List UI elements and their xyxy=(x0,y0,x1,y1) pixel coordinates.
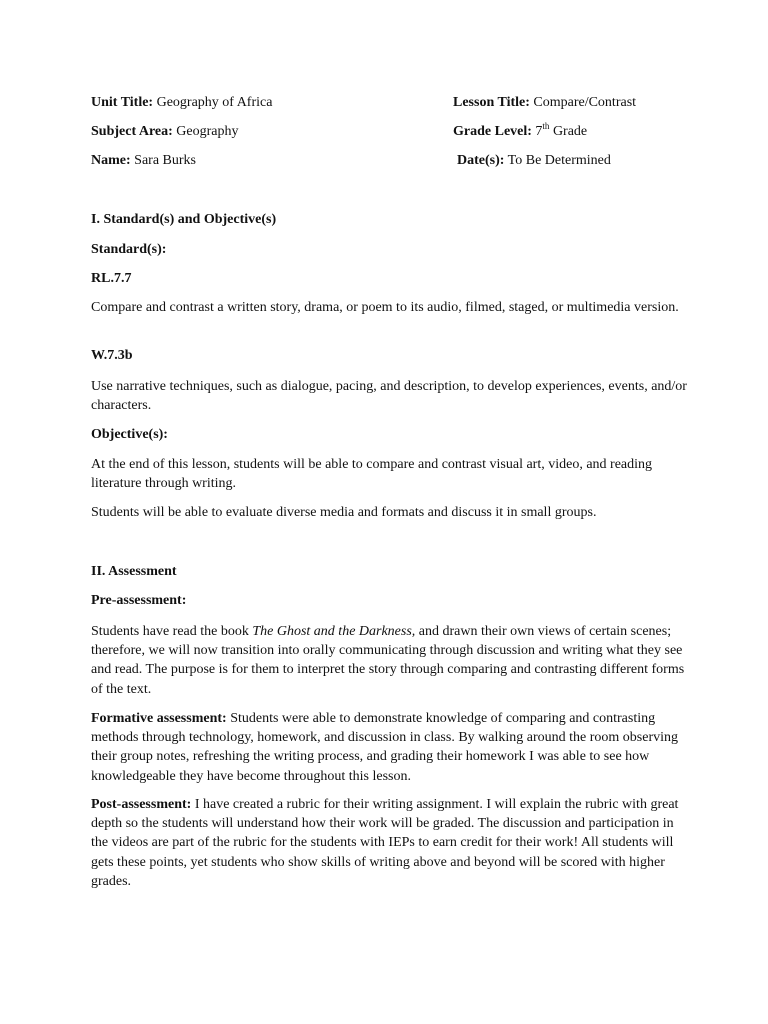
formative-assessment-text: Students were able to demonstrate knowledge of comparing and contrasting methods through technology, homework, and discussion in class. By walking around the room observing their group notes, refreshing the writing process, and grading their homework I was able to see how knowledgeable they have become throughout this lesson. xyxy=(91,711,679,784)
grade-level-number: 7 xyxy=(535,124,543,139)
pre-assessment-text-start: Students have read the book xyxy=(91,624,253,639)
unit-title-value: Geography of Africa xyxy=(156,95,273,110)
pre-assessment-text-end: and drawn their own views of certain scenes; therefore, we will now transition into orally communicating through discussion and writing what they see and read. The purpose is for them to interpret the story through comparing and contrasting different forms of the text. xyxy=(91,624,685,697)
dates-field xyxy=(457,152,611,170)
standard-code-rl77: RL.7.7 xyxy=(91,271,132,286)
section-heading-standards-objectives: I. Standard(s) and Objective(s) xyxy=(91,212,277,227)
lesson-title-value: Compare/Contrast xyxy=(533,95,637,110)
pre-assessment-heading: Pre-assessment: xyxy=(91,593,187,608)
section-heading-assessment: II. Assessment xyxy=(91,564,177,579)
objective-text-1: At the end of this lesson, students will be able to compare and contrast visual art, video, and reading literature through writing. xyxy=(91,457,653,492)
name-field xyxy=(91,152,196,170)
post-assessment-text: I have created a rubric for their writing assignment. I will explain the rubric with great depth so the students will understand how their work will be graded. The discussion and participation in the videos are part of the rubric for the students with IEPs to earn credit for their work! All students will gets these points, yet students who show skills of writing above and beyond will be scored with higher grades. xyxy=(91,797,679,889)
formative-assessment-label: Formative assessment: xyxy=(91,711,227,726)
subject-area-value: Geography xyxy=(176,124,239,139)
unit-title-field xyxy=(91,94,272,112)
lesson-title-label: Lesson Title: xyxy=(453,95,530,110)
standard-text-w73b: Use narrative techniques, such as dialogue, pacing, and description, to develop experiences, events, and/or characters. xyxy=(91,379,687,414)
formative-assessment-paragraph xyxy=(91,709,691,786)
dates-value: To Be Determined xyxy=(507,153,611,168)
post-assessment-label: Post-assessment: xyxy=(91,797,192,812)
name-value: Sara Burks xyxy=(134,153,196,168)
dates-label: Date(s): xyxy=(457,153,505,168)
lesson-title-field xyxy=(453,94,636,112)
grade-level-word: Grade xyxy=(552,124,588,139)
standards-heading: Standard(s): xyxy=(91,242,167,257)
grade-level-label: Grade Level: xyxy=(453,124,532,139)
post-assessment-paragraph xyxy=(91,795,691,891)
subject-area-label: Subject Area: xyxy=(91,124,173,139)
objective-text-2: Students will be able to evaluate diverse media and formats and discuss it in small groups. xyxy=(91,505,597,520)
pre-assessment-text xyxy=(91,622,691,699)
subject-area-field xyxy=(91,123,239,141)
standard-text-rl77: Compare and contrast a written story, drama, or poem to its audio, filmed, staged, or multimedia version. xyxy=(91,300,679,315)
name-label: Name: xyxy=(91,153,131,168)
grade-level-suffix: th xyxy=(542,121,550,131)
objectives-heading: Objective(s): xyxy=(91,427,168,442)
book-title: The Ghost and the Darkness, xyxy=(252,624,416,639)
unit-title-label: Unit Title: xyxy=(91,95,154,110)
grade-level-field xyxy=(453,123,587,141)
standard-code-w73b: W.7.3b xyxy=(91,348,133,363)
